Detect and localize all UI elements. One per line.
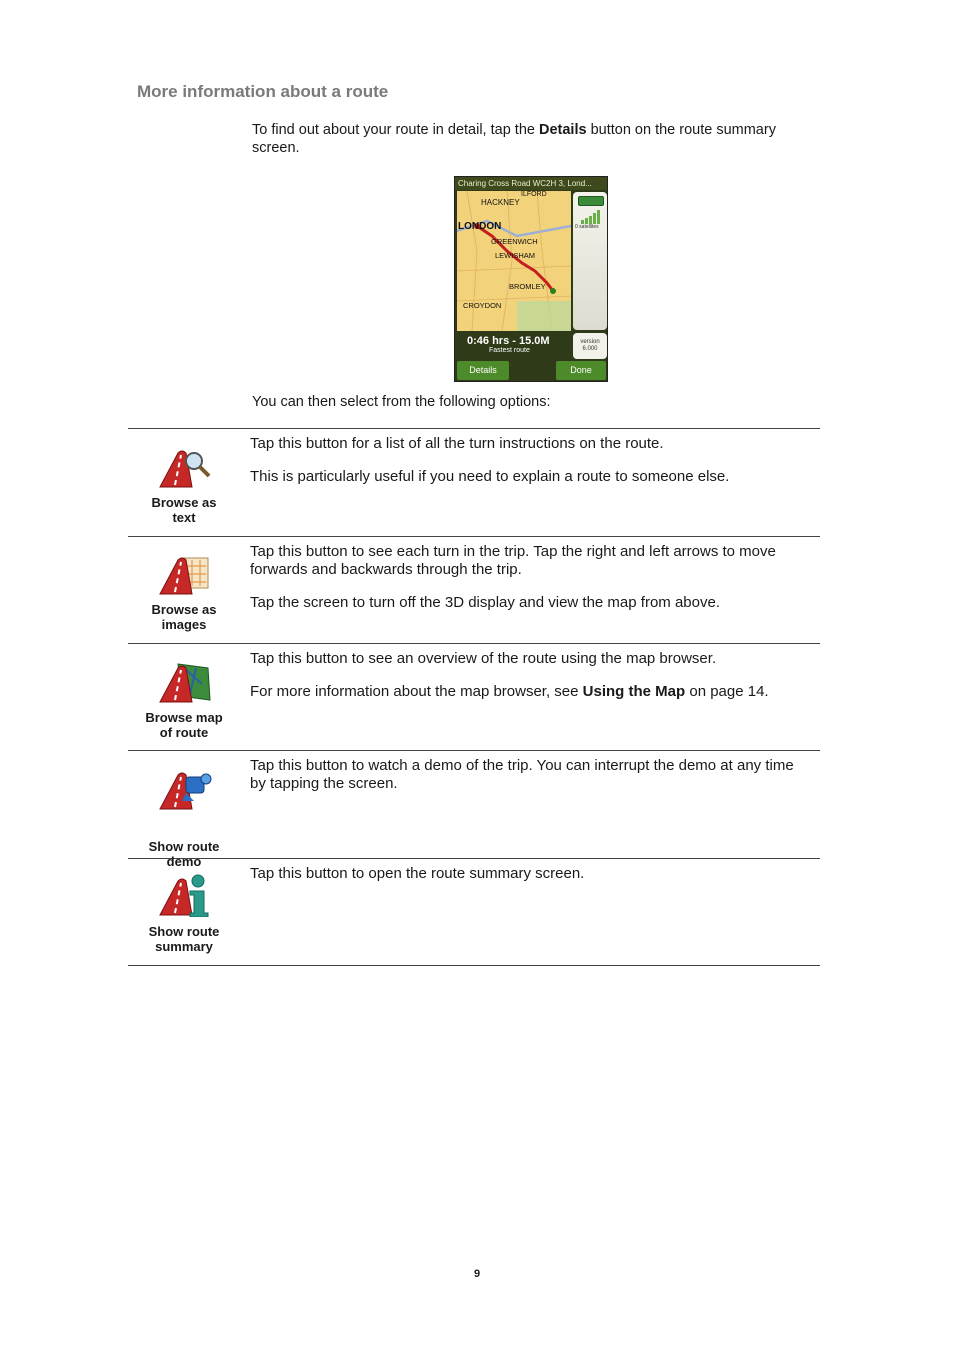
option-label-line-1: Show route bbox=[148, 924, 220, 939]
map-label-bromley: BROMLEY bbox=[509, 282, 546, 291]
option-show-route-demo bbox=[128, 751, 820, 869]
option-label bbox=[128, 602, 240, 632]
road-magnifier-icon bbox=[156, 445, 212, 489]
option-label-line-2: of route bbox=[159, 725, 209, 740]
intro-paragraph bbox=[252, 121, 827, 157]
show-route-demo-button[interactable] bbox=[128, 751, 240, 869]
option-label-line-2: text bbox=[172, 510, 196, 525]
signal-bars-icon bbox=[581, 210, 601, 224]
options-intro: You can then select from the following options: bbox=[252, 394, 551, 410]
option-label-line-1: Browse map bbox=[145, 710, 223, 725]
description-paragraph: Tap this button for a list of all the turn instructions on the route. bbox=[250, 435, 664, 452]
option-label-line-1: Show route bbox=[148, 839, 220, 854]
description-paragraph: Tap this button to see an overview of the route using the map browser. bbox=[250, 650, 717, 667]
reference-text: For more information about the map browser, see bbox=[250, 683, 583, 700]
option-label-line-2: images bbox=[161, 617, 207, 632]
option-description bbox=[250, 650, 810, 716]
map-label-greenwich: GREENWICH bbox=[491, 237, 538, 246]
road-map-icon bbox=[156, 660, 212, 704]
description-paragraph: This is particularly useful if you need to explain a route to someone else. bbox=[250, 468, 730, 485]
option-label-line-1: Browse as bbox=[151, 495, 217, 510]
version-label: version bbox=[580, 339, 600, 345]
option-browse-as-text bbox=[128, 429, 820, 537]
option-description bbox=[250, 757, 810, 808]
option-label-line-2: demo bbox=[166, 854, 202, 869]
map-label-london: LONDON bbox=[458, 221, 502, 232]
option-description bbox=[250, 543, 810, 627]
road-camera-icon bbox=[156, 767, 212, 811]
option-browse-as-images bbox=[128, 537, 820, 644]
option-label bbox=[128, 495, 240, 525]
option-description bbox=[250, 865, 810, 898]
done-button[interactable]: Done bbox=[556, 361, 606, 380]
intro-details-term: Details bbox=[538, 122, 587, 138]
battery-icon bbox=[578, 196, 604, 206]
details-button[interactable]: Details bbox=[457, 361, 509, 380]
browse-map-of-route-button[interactable] bbox=[128, 644, 240, 750]
version-box bbox=[573, 333, 607, 359]
description-paragraph: Tap this button to watch a demo of the trip. You can interrupt the demo at any time by tapping the screen. bbox=[250, 757, 794, 792]
page-number: 9 bbox=[473, 1268, 481, 1280]
section-heading: More information about a route bbox=[137, 82, 389, 101]
route-summary bbox=[459, 335, 571, 354]
map-label-croydon: CROYDON bbox=[463, 301, 502, 310]
option-description bbox=[250, 435, 810, 501]
option-label bbox=[128, 710, 240, 740]
intro-text-end: button on the route summary screen. bbox=[252, 122, 776, 156]
route-type: Fastest route bbox=[489, 347, 530, 354]
reference-using-the-map: Using the Map bbox=[582, 683, 686, 700]
option-label-line-2: summary bbox=[155, 939, 213, 954]
status-panel bbox=[573, 192, 607, 330]
satellite-count: 0 satellites bbox=[575, 224, 599, 230]
option-label bbox=[128, 924, 240, 954]
route-summary-screenshot bbox=[454, 176, 608, 382]
map-label-lewisham: LEWISHAM bbox=[495, 251, 536, 260]
option-browse-map-of-route bbox=[128, 644, 820, 751]
browse-as-text-button[interactable] bbox=[128, 429, 240, 536]
destination-title: Charing Cross Road WC2H 3, Lond... bbox=[455, 177, 607, 190]
version-number: 6.000 bbox=[582, 346, 598, 352]
route-map bbox=[457, 191, 571, 331]
options-table bbox=[128, 428, 820, 966]
road-info-icon bbox=[156, 873, 212, 917]
map-label-ilford: ILFORD bbox=[521, 191, 547, 198]
time-distance: 0:46 hrs - 15.0M bbox=[467, 335, 550, 347]
description-paragraph: Tap this button to open the route summary screen. bbox=[250, 865, 585, 882]
reference-page: on page 14. bbox=[685, 683, 769, 700]
option-label-line-1: Browse as bbox=[151, 602, 217, 617]
option-show-route-summary bbox=[128, 859, 820, 966]
show-route-summary-button[interactable] bbox=[128, 859, 240, 965]
description-paragraph bbox=[250, 683, 810, 701]
intro-text: To find out about your route in detail, tap the bbox=[252, 122, 539, 138]
map-label-hackney: HACKNEY bbox=[481, 198, 520, 207]
description-paragraph: Tap this button to see each turn in the trip. Tap the right and left arrows to move forwards and backwards through the trip. bbox=[250, 543, 776, 578]
road-images-icon bbox=[156, 552, 212, 596]
description-paragraph: Tap the screen to turn off the 3D display and view the map from above. bbox=[250, 594, 720, 611]
browse-as-images-button[interactable] bbox=[128, 537, 240, 643]
